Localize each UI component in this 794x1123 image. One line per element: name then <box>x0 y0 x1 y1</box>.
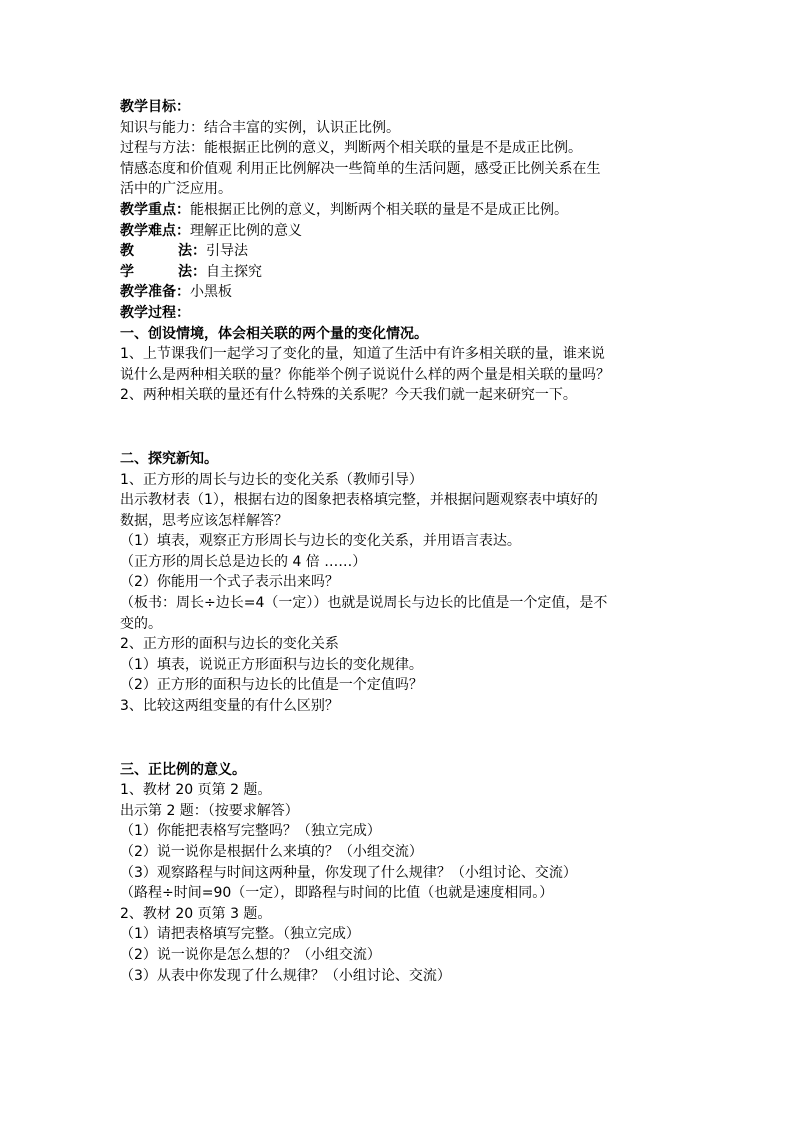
key-point-value: 能根据正比例的意义，判断两个相关联的量是不是成正比例。 <box>190 201 568 218</box>
objective-emotion-line-1: 情感态度和价值观 利用正比例解决一些简单的生活问题，感受正比例关系在生 <box>120 160 601 177</box>
section3-line: （2）说一说你是怎么想的？（小组交流） <box>120 946 381 963</box>
section2-line: 出示教材表（1），根据右边的图象把表格填完整，并根据问题观察表中填好的 <box>120 492 598 509</box>
section3-line: （1）请把表格填写完整。（独立完成） <box>120 926 360 943</box>
document-page <box>120 97 680 986</box>
section3-line: （2）说一说你是根据什么来填的？（小组交流） <box>120 844 423 860</box>
teaching-method-label-1: 教 <box>120 243 134 260</box>
learning-method <box>120 262 680 283</box>
section2-line: （1）填表，说说正方形面积与边长的变化规律。 <box>120 656 423 673</box>
objectives-heading: 教学目标： <box>120 99 190 115</box>
section2-heading: 二、探究新知。 <box>120 450 218 467</box>
section1-heading: 一、创设情境，体会相关联的两个量的变化情况。 <box>120 325 428 342</box>
objective-emotion-line-2: 活中的广泛应用。 <box>120 181 232 198</box>
teaching-method-value: 引导法 <box>206 243 248 260</box>
section2-line: 3、比较这两组变量的有什么区别？ <box>120 698 339 715</box>
section2-line: （1）填表，观察正方形周长与边长的变化关系，并用语言表达。 <box>120 533 521 550</box>
section2-line: （2）正方形的面积与边长的比值是一个定值吗？ <box>120 677 423 694</box>
teaching-prep-label: 教学准备： <box>120 284 190 301</box>
objective-process: 过程与方法：能根据正比例的意义，判断两个相关联的量是不是成正比例。 <box>120 140 582 157</box>
key-point <box>120 200 680 221</box>
teaching-method <box>120 241 680 262</box>
section2-line: （板书：周长÷边长=4（一定））也就是说周长与边长的比值是一个定值，是不 <box>120 595 608 612</box>
section-spacer <box>120 717 680 760</box>
difficult-point-value: 理解正比例的意义 <box>190 222 302 239</box>
section-spacer <box>120 406 680 449</box>
teaching-prep-value: 小黑板 <box>190 284 232 301</box>
section3-line: （3）观察路程与时间这两种量，你发现了什么规律？（小组讨论、交流） <box>120 864 577 881</box>
difficult-point-label: 教学难点： <box>120 222 190 239</box>
section2-line: （正方形的周长总是边长的 4 倍 ……） <box>120 553 367 570</box>
section3-line: 1、教材 20 页第 2 题。 <box>120 782 272 799</box>
section2-line: 1、正方形的周长与边长的变化关系（教师引导） <box>120 471 423 488</box>
section2-line: （2）你能用一个式子表示出来吗？ <box>120 574 339 591</box>
section2-line: 变的。 <box>120 615 162 632</box>
section2-line: 数据，思考应该怎样解答？ <box>120 512 288 529</box>
learning-method-label-1: 学 <box>120 263 134 280</box>
key-point-label: 教学重点： <box>120 201 190 218</box>
teaching-prep <box>120 282 680 303</box>
section3-line: （3）从表中你发现了什么规律？（小组讨论、交流） <box>120 967 451 984</box>
learning-method-value: 自主探究 <box>206 263 262 280</box>
section1-line: 1、上节课我们一起学习了变化的量，知道了生活中有许多相关联的量，谁来说 <box>120 346 605 363</box>
learning-method-label-2: 法： <box>178 263 206 280</box>
process-heading: 教学过程： <box>120 304 190 321</box>
teaching-method-label-2: 法： <box>178 243 206 260</box>
section3-line: （1）你能把表格写完整吗？（独立完成） <box>120 823 381 840</box>
section1-line: 2、两种相关联的量还有什么特殊的关系呢？今天我们就一起来研究一下。 <box>120 387 577 404</box>
objective-knowledge: 知识与能力：结合丰富的实例，认识正比例。 <box>120 119 400 136</box>
section3-heading: 三、正比例的意义。 <box>120 761 246 778</box>
section3-line: （路程÷时间=90（一定），即路程与时间的比值（也就是速度相同。） <box>120 885 554 902</box>
section3-line: 2、教材 20 页第 3 题。 <box>120 905 272 922</box>
section2-line: 2、正方形的面积与边长的变化关系 <box>120 636 339 653</box>
difficult-point <box>120 221 680 242</box>
section1-line: 说什么是两种相关联的量？你能举个例子说说什么样的两个量是相关联的量吗？ <box>120 366 610 383</box>
section3-line: 出示第 2 题：（按要求解答） <box>120 802 299 819</box>
